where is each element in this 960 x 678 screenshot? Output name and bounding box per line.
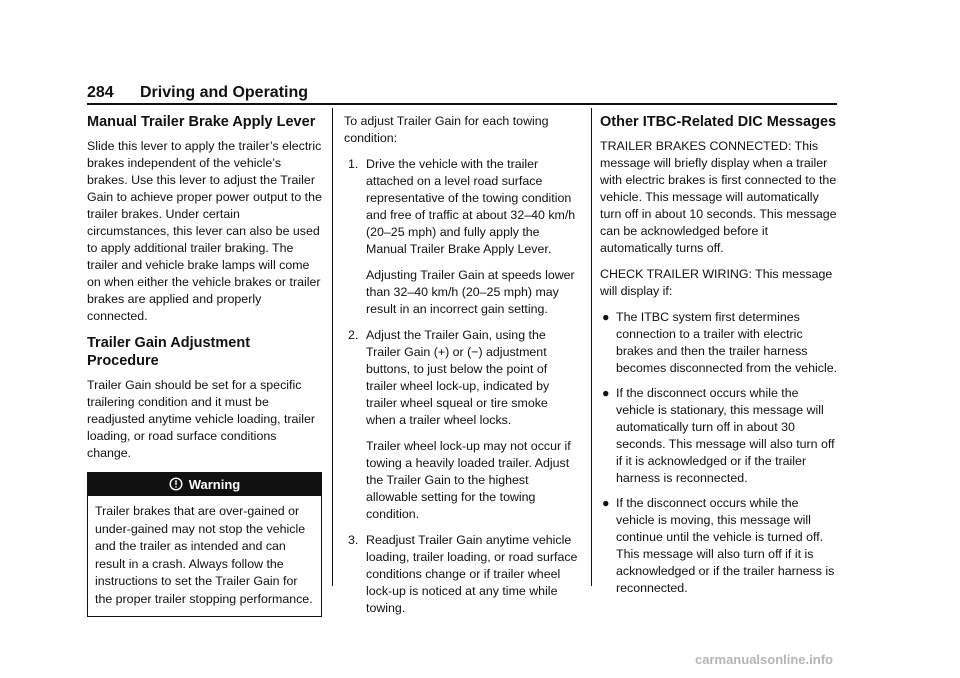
bullet-icon: ●: [602, 496, 610, 510]
step-number: 3.: [348, 533, 359, 547]
list-item: [600, 309, 840, 377]
lever-description: Slide this lever to apply the trailer’s electric brakes independent of the vehicle’s brakes. Use this lever to adjust the Trailer Gain to achieve proper power output to the trailer brakes. Under certain circumstances, this lever can also be used to apply additional trailer braking. The trailer and vehicle brake lamps will come on when either the vehicle brakes or trailer brakes are applied and properly connected.: [87, 139, 322, 323]
bullet-icon: ●: [602, 386, 610, 400]
step-text: Readjust Trailer Gain anytime vehicle loading, trailer loading, or road surface conditions change or if trailer wheel lock-up is noticed at any time while towing.: [366, 533, 578, 615]
section-title: Driving and Operating: [140, 84, 309, 101]
column-1: [87, 113, 322, 617]
header-divider: [87, 103, 837, 105]
steps-intro: To adjust Trailer Gain for each towing condition:: [344, 114, 549, 145]
page-number: 284: [87, 84, 114, 101]
gain-description: Trailer Gain should be set for a specific trailering condition and it must be readjusted anytime vehicle loading, trailer loading, or road surface conditions change.: [87, 378, 315, 460]
trailer-brakes-connected-text: TRAILER BRAKES CONNECTED: This message will briefly display when a trailer with electric brakes is first connected to the vehicle. This message will automatically turn off in about 10 seconds. This message can be acknowledged before it automatically turns off.: [600, 139, 837, 255]
list-item: [600, 385, 840, 487]
step-note: Adjusting Trailer Gain at speeds lower than 32–40 km/h (20–25 mph) may result in an incorrect gain setting.: [366, 268, 575, 316]
warning-title: Warning: [188, 477, 241, 492]
column-2: [344, 113, 579, 626]
warning-box: [87, 472, 322, 617]
list-item: [344, 532, 579, 617]
warning-header: [88, 473, 321, 496]
list-item: [344, 327, 579, 523]
list-item: [600, 495, 840, 597]
column-3: [600, 113, 840, 605]
list-item: [344, 156, 579, 318]
heading-trailer-gain-procedure: Trailer Gain Adjustment Procedure: [87, 335, 251, 369]
warning-circle-icon: [169, 476, 183, 493]
watermark: carmanualsonline.info: [695, 652, 833, 667]
step-number: 1.: [348, 157, 359, 171]
steps-list: [344, 156, 579, 617]
heading-itbc-dic-messages: Other ITBC-Related DIC Messages: [600, 114, 837, 130]
step-note: Trailer wheel lock-up may not occur if towing a heavily loaded trailer. Adjust the Trailer Gain to the highest allowable setting for the towing condition.: [366, 439, 571, 521]
column-divider-1: [332, 108, 333, 586]
bullet-icon: ●: [602, 310, 610, 324]
heading-manual-trailer-brake-lever: Manual Trailer Brake Apply Lever: [87, 114, 316, 130]
step-number: 2.: [348, 328, 359, 342]
wiring-conditions-list: [600, 309, 840, 597]
bullet-text: The ITBC system first determines connection to a trailer with electric brakes and then the trailer harness becomes disconnected from the vehicle.: [616, 310, 838, 375]
step-text: Drive the vehicle with the trailer attached on a level road surface representative of the towing condition and free of traffic at about 32–40 km/h (20–25 mph) and fully apply the Manual Trailer Brake Apply Lever.: [366, 157, 576, 256]
check-trailer-wiring-text: CHECK TRAILER WIRING: This message will display if:: [600, 267, 833, 298]
bullet-text: If the disconnect occurs while the vehicle is stationary, this message will automatically turn off in about 30 seconds. This message will also turn off if it is acknowledged or if the trailer harness is reconnected.: [616, 386, 835, 485]
column-divider-2: [591, 108, 592, 586]
step-text: Adjust the Trailer Gain, using the Trailer Gain (+) or (−) adjustment buttons, to just below the point of trailer wheel lock-up, indicated by trailer wheel squeal or tire smoke when a trailer wheel locks.: [366, 328, 550, 427]
bullet-text: If the disconnect occurs while the vehicle is moving, this message will continue until the vehicle is turned off. This message will also turn off if it is acknowledged or if the trailer harness is reconnected.: [616, 496, 835, 595]
warning-text: Trailer brakes that are over-gained or under-gained may not stop the vehicle and the trailer as intended and can result in a crash. Always follow the instructions to set the Trailer Gain for the proper trailer stopping performance.: [95, 504, 313, 606]
